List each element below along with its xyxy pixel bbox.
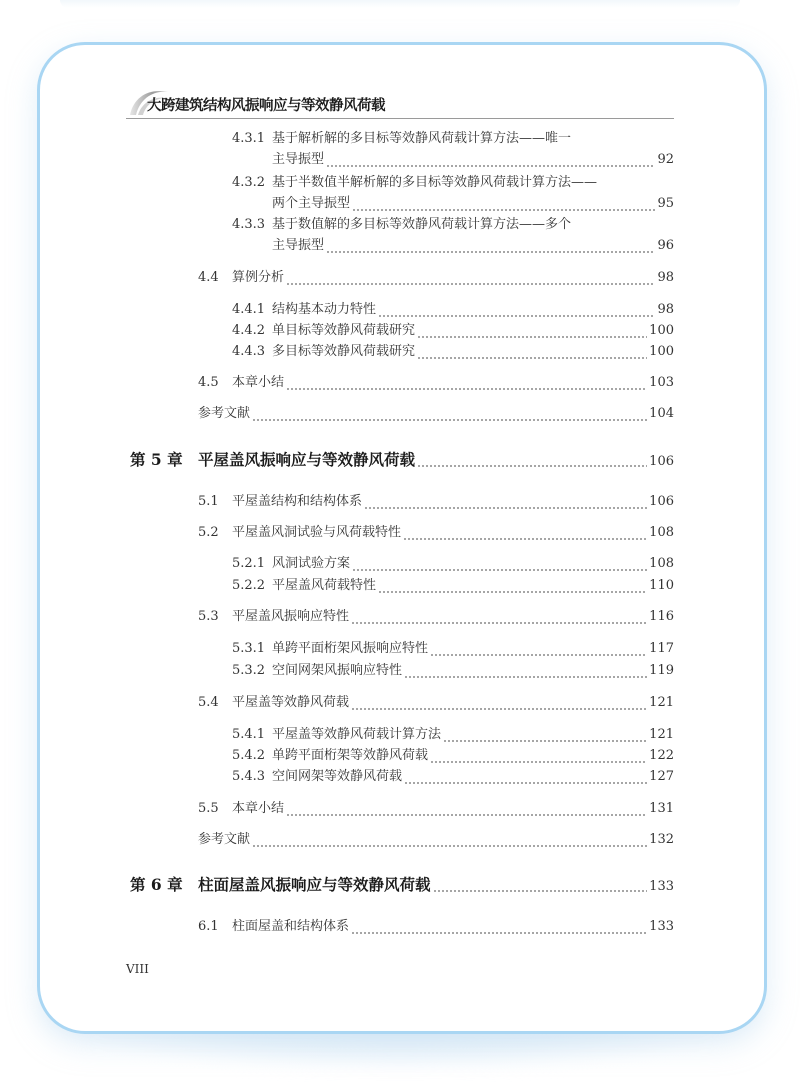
- toc-entry-title: 主导振型: [272, 238, 325, 253]
- dot-leader: [351, 932, 647, 935]
- dot-leader: [430, 761, 647, 764]
- toc-entry-number: 5.3.2: [232, 663, 266, 678]
- toc-section-entry[interactable]: [198, 523, 674, 543]
- toc-entry-title: 结构基本动力特性: [272, 302, 377, 317]
- toc-entry-title: 单跨平面桁架等效静风荷载: [272, 748, 429, 763]
- toc-page-number: 108: [649, 525, 674, 540]
- dot-leader: [417, 465, 647, 468]
- toc-subsection-entry[interactable]: [232, 215, 674, 235]
- toc-entry-number: 5.2.1: [232, 556, 266, 571]
- toc-subsection-entry[interactable]: [232, 150, 674, 170]
- toc-chapter-entry[interactable]: [130, 450, 674, 470]
- toc-subsection-entry[interactable]: [232, 576, 674, 596]
- toc-page-number: 121: [649, 727, 674, 742]
- toc-subsection-entry[interactable]: [232, 173, 674, 193]
- toc-subsection-entry[interactable]: [232, 300, 674, 320]
- toc-entry-title: 本章小结: [232, 375, 285, 390]
- dot-leader: [378, 315, 655, 318]
- toc-entry-number: 5.3.1: [232, 641, 266, 656]
- toc-entry-number: 5.5: [198, 801, 219, 816]
- toc-page-number: 121: [649, 695, 674, 710]
- toc-page-number: 122: [649, 748, 674, 763]
- running-head: [126, 84, 674, 119]
- toc-entry-number: 5.3: [198, 609, 219, 624]
- toc-entry-title: 空间网架等效静风荷载: [272, 769, 403, 784]
- toc-entry-number: 4.3.2: [232, 175, 266, 190]
- toc-page-number: 110: [649, 578, 674, 593]
- toc-section-entry[interactable]: [198, 693, 674, 713]
- toc-entry-number: 4.5: [198, 375, 219, 390]
- toc-subsection-entry[interactable]: [232, 767, 674, 787]
- dot-leader: [326, 251, 655, 254]
- toc-entry-title: 多目标等效静风荷载研究: [272, 344, 416, 359]
- toc-entry-number: 5.4.1: [232, 727, 266, 742]
- toc-entry-number: 4.4.3: [232, 344, 266, 359]
- page-number-folio: VIII: [126, 962, 149, 976]
- dot-leader: [378, 591, 647, 594]
- toc-page-number: 108: [649, 556, 674, 571]
- toc-page-number: 133: [649, 919, 674, 934]
- toc-page-number: 106: [649, 454, 674, 469]
- toc-entry-number: 4.3.1: [232, 131, 266, 146]
- dot-leader: [417, 357, 647, 360]
- toc-section-entry[interactable]: [198, 268, 674, 288]
- dot-leader: [352, 209, 655, 212]
- toc-page-number: 133: [649, 879, 674, 894]
- dot-leader: [404, 782, 647, 785]
- toc-entry-title: 柱面屋盖和结构体系: [232, 919, 350, 934]
- dot-leader: [430, 654, 647, 657]
- toc-entry-number: 4.3.3: [232, 217, 266, 232]
- toc-entry-title: 参考文献: [198, 406, 251, 421]
- toc-subsection-entry[interactable]: [232, 342, 674, 362]
- dot-leader: [433, 890, 648, 893]
- toc-page-number: 103: [649, 375, 674, 390]
- dot-leader: [286, 814, 647, 817]
- toc-entry-title: 单跨平面桁架风振响应特性: [272, 641, 429, 656]
- dot-leader: [351, 708, 647, 711]
- toc-section-entry[interactable]: [198, 607, 674, 627]
- toc-section-entry[interactable]: [198, 830, 674, 850]
- toc-page-number: 98: [657, 270, 674, 285]
- toc-entry-number: 第 5 章: [130, 450, 183, 469]
- toc-entry-title: 空间网架风振响应特性: [272, 663, 403, 678]
- dot-leader: [286, 283, 655, 286]
- toc-page-number: 106: [649, 494, 674, 509]
- toc-page-number: 132: [649, 832, 674, 847]
- toc-page-number: 131: [649, 801, 674, 816]
- toc-subsection-entry[interactable]: [232, 321, 674, 341]
- dot-leader: [599, 188, 672, 191]
- toc-entry-title: 参考文献: [198, 832, 251, 847]
- toc-page-number: 98: [657, 302, 674, 317]
- toc-entry-number: 4.4.1: [232, 302, 266, 317]
- dot-leader: [573, 230, 672, 233]
- toc-entry-title: 算例分析: [232, 270, 285, 285]
- toc-page-number: 100: [649, 344, 674, 359]
- toc-entry-title: 柱面屋盖风振响应与等效静风荷载: [198, 875, 431, 894]
- toc-subsection-entry[interactable]: [232, 661, 674, 681]
- toc-section-entry[interactable]: [198, 373, 674, 393]
- dot-leader: [351, 622, 647, 625]
- toc-entry-number: 5.4.2: [232, 748, 266, 763]
- toc-page-number: 95: [657, 196, 674, 211]
- dot-leader: [286, 388, 647, 391]
- toc-entry-number: 第 6 章: [130, 875, 183, 894]
- toc-entry-number: 5.4.3: [232, 769, 266, 784]
- toc-subsection-entry[interactable]: [232, 129, 674, 149]
- toc-entry-title: 平屋盖等效静风荷载计算方法: [272, 727, 442, 742]
- dot-leader: [252, 419, 647, 422]
- toc-chapter-entry[interactable]: [130, 875, 674, 895]
- dot-leader: [403, 538, 647, 541]
- toc-page-number: 117: [649, 641, 674, 656]
- toc-entry-title: 主导振型: [272, 152, 325, 167]
- toc-subsection-entry[interactable]: [232, 554, 674, 574]
- toc-entry-number: 4.4: [198, 270, 219, 285]
- toc-entry-title: 基于解析解的多目标等效静风荷载计算方法——唯一: [272, 131, 572, 146]
- toc-entry-number: 6.1: [198, 919, 219, 934]
- book-title: 大跨建筑结构风振响应与等效静风荷载: [147, 97, 385, 114]
- toc-subsection-entry[interactable]: [232, 236, 674, 256]
- toc-entry-title: 单目标等效静风荷载研究: [272, 323, 416, 338]
- dot-leader: [364, 507, 647, 510]
- toc-entry-title: 平屋盖风振响应特性: [232, 609, 350, 624]
- toc-entry-title: 风洞试验方案: [272, 556, 351, 571]
- toc-entry-title: 两个主导振型: [272, 196, 351, 211]
- toc-page-number: 116: [649, 609, 674, 624]
- dot-leader: [326, 165, 655, 168]
- toc-entry-number: 4.4.2: [232, 323, 266, 338]
- dot-leader: [252, 845, 647, 848]
- toc-page-number: 127: [649, 769, 674, 784]
- toc-subsection-entry[interactable]: [232, 725, 674, 745]
- toc-page-number: 104: [649, 406, 674, 421]
- toc-entry-number: 5.4: [198, 695, 219, 710]
- toc-page-number: 92: [657, 152, 674, 167]
- toc-entry-title: 平屋盖结构和结构体系: [232, 494, 363, 509]
- toc-entry-title: 平屋盖风荷载特性: [272, 578, 377, 593]
- dot-leader: [352, 569, 647, 572]
- toc-section-entry[interactable]: [198, 799, 674, 819]
- toc-page-number: 96: [657, 238, 674, 253]
- dot-leader: [443, 740, 647, 743]
- toc-page-number: 100: [649, 323, 674, 338]
- toc-page-number: 119: [649, 663, 674, 678]
- toc-section-entry[interactable]: [198, 492, 674, 512]
- toc-entry-number: 5.2.2: [232, 578, 266, 593]
- dot-leader: [404, 676, 647, 679]
- toc-entry-title: 基于半数值半解析解的多目标等效静风荷载计算方法——: [272, 175, 598, 190]
- toc-subsection-entry[interactable]: [232, 639, 674, 659]
- toc-subsection-entry[interactable]: [232, 194, 674, 214]
- top-shadow: [60, 0, 740, 8]
- toc-entry-title: 平屋盖风振响应与等效静风荷载: [198, 450, 416, 469]
- toc-section-entry[interactable]: [198, 917, 674, 937]
- toc-entry-title: 平屋盖等效静风荷载: [232, 695, 350, 710]
- toc-entry-number: 5.2: [198, 525, 219, 540]
- toc-entry-title: 平屋盖风洞试验与风荷载特性: [232, 525, 402, 540]
- toc-entry-title: 基于数值解的多目标等效静风荷载计算方法——多个: [272, 217, 572, 232]
- toc-section-entry[interactable]: [198, 404, 674, 424]
- toc-subsection-entry[interactable]: [232, 746, 674, 766]
- dot-leader: [417, 336, 647, 339]
- toc-entry-number: 5.1: [198, 494, 219, 509]
- dot-leader: [573, 144, 672, 147]
- toc-entry-title: 本章小结: [232, 801, 285, 816]
